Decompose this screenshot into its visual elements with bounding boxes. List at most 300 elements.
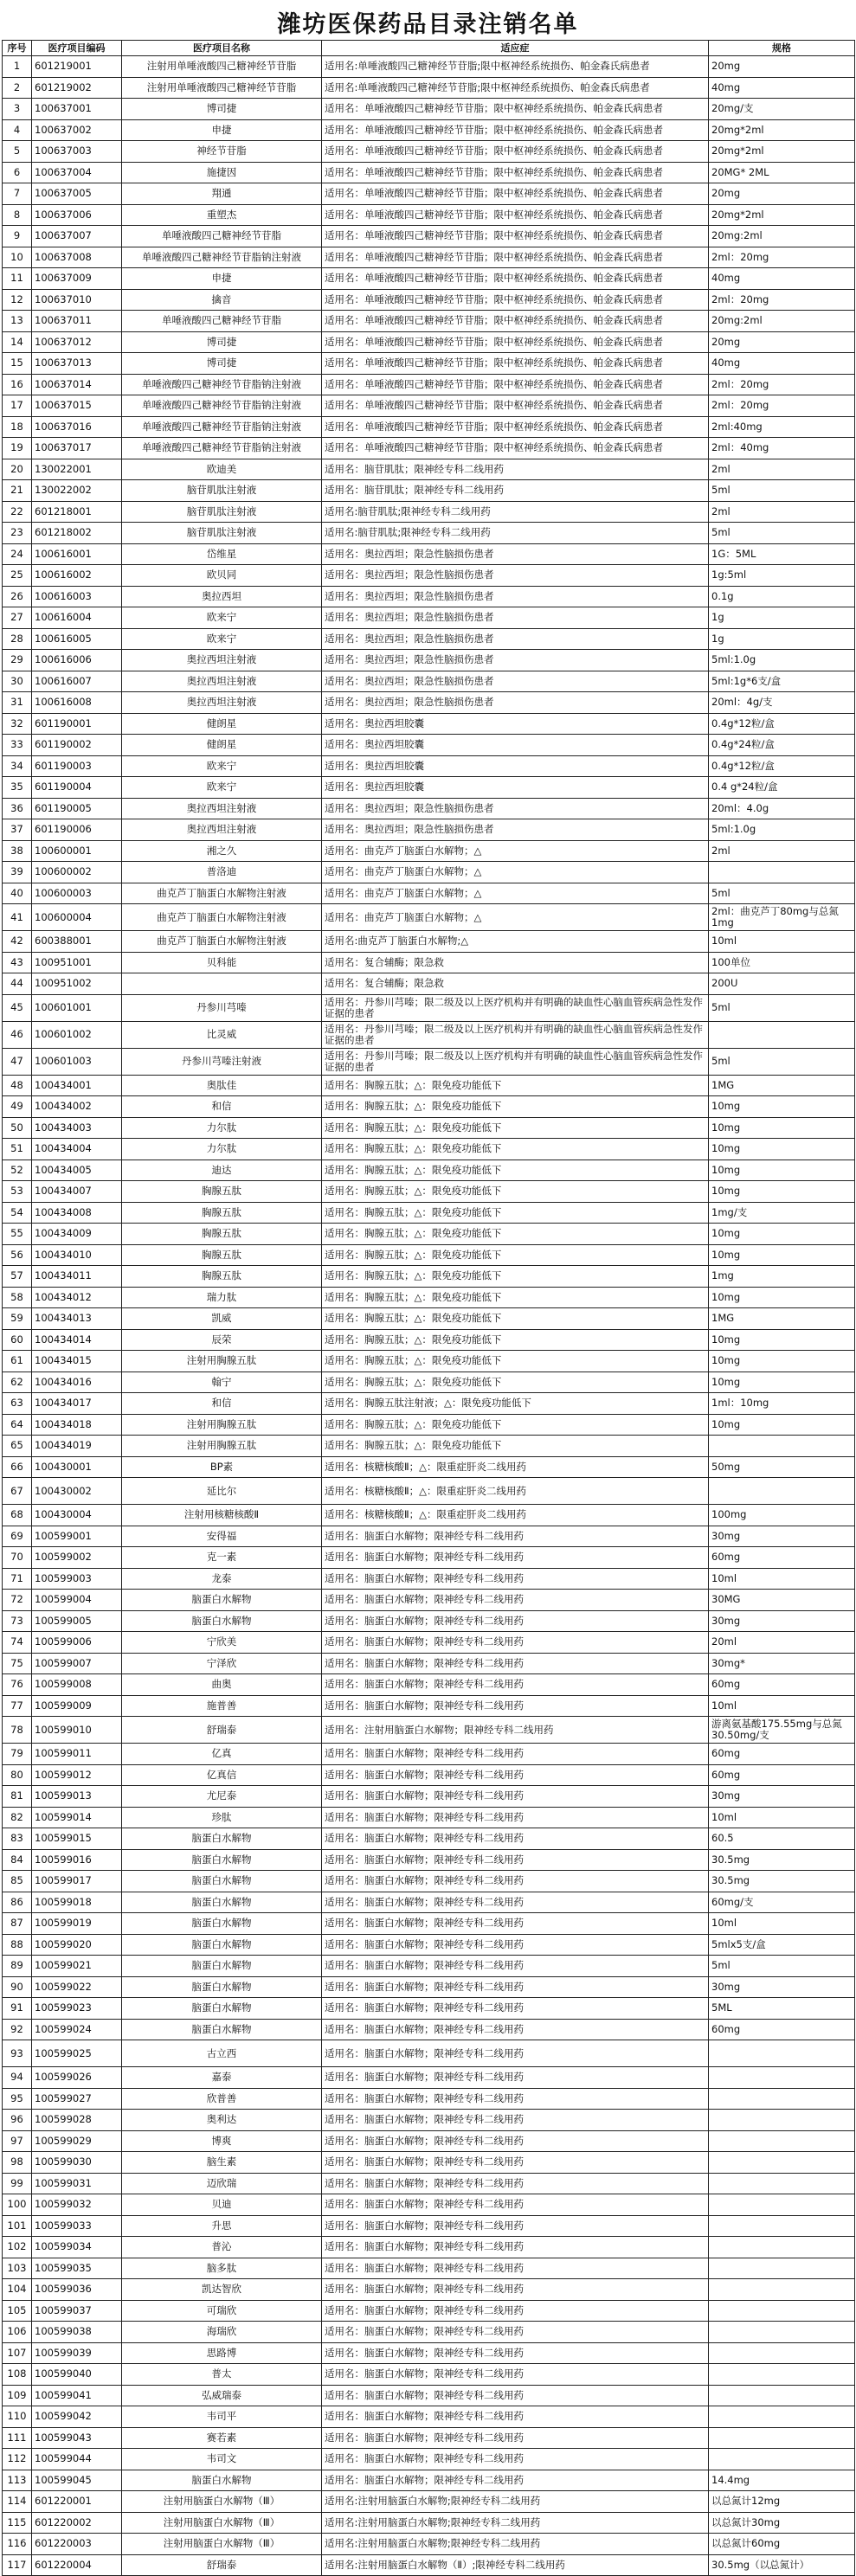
row-no: 76 [3,1674,32,1696]
row-spec: 1g [709,607,855,629]
row-spec: 5mlx5支/盒 [709,1934,855,1956]
row-indication: 适用名：脑蛋白水解物；限神经专科二线用药 [322,2019,709,2040]
row-name: 注射用胸腺五肽 [122,1414,322,1436]
row-code: 100434013 [32,1308,122,1330]
table-row [3,247,855,268]
row-spec: 20ml：4.0g [709,798,855,819]
row-code: 100599029 [32,2130,122,2152]
table-row [3,438,855,459]
row-no: 74 [3,1632,32,1654]
row-no: 43 [3,952,32,973]
row-spec [709,2237,855,2258]
row-code: 100599015 [32,1828,122,1850]
row-indication: 适用名：单唾液酸四己糖神经节苷脂；限中枢神经系统损伤、帕金森氏病患者 [322,204,709,226]
row-spec: 5ml [709,1956,855,1977]
row-code: 100599014 [32,1807,122,1828]
row-indication: 适用名：胸腺五肽；△：限免疫功能低下 [322,1224,709,1245]
row-name: 博爽 [122,2130,322,2152]
table-row [3,952,855,973]
row-code: 100637001 [32,99,122,120]
row-spec: 0.4 g*24粒/盒 [709,777,855,799]
row-indication: 适用名：单唾液酸四己糖神经节苷脂；限中枢神经系统损伤、帕金森氏病患者 [322,438,709,459]
row-indication: 适用名:曲克芦丁脑蛋白水解物;△ [322,931,709,953]
row-name: 注射用核糖核酸Ⅱ [122,1505,322,1526]
row-name: 凯威 [122,1308,322,1330]
row-name: 单唾液酸四己糖神经节苷脂钠注射液 [122,374,322,395]
row-code: 100601003 [32,1048,122,1075]
row-no: 23 [3,523,32,544]
row-no: 55 [3,1224,32,1245]
table-row [3,2258,855,2279]
table-row [3,2364,855,2386]
row-indication: 适用名：脑蛋白水解物；限神经专科二线用药 [322,2130,709,2152]
row-indication: 适用名：丹参川芎嗪；限二级及以上医疗机构并有明确的缺血性心脑血管疾病急性发作证据的患者 [322,994,709,1021]
table-row [3,586,855,607]
row-spec: 5ml:1.0g [709,650,855,671]
table-header [3,41,855,56]
table-row [3,1632,855,1654]
table-row [3,840,855,862]
row-indication: 适用名：脑蛋白水解物；限神经专科二线用药 [322,2300,709,2322]
row-code: 100616006 [32,650,122,671]
row-code: 100600004 [32,904,122,931]
row-spec: 30.5mg（以总氮计） [709,2554,855,2576]
row-indication: 适用名：奥拉西坦；限急性脑损伤患者 [322,650,709,671]
row-spec: 5ml [709,523,855,544]
row-name: 注射用单唾液酸四己糖神经节苷脂 [122,56,322,78]
row-no: 63 [3,1393,32,1415]
table-row [3,1160,855,1181]
row-spec: 60mg [709,1674,855,1696]
row-indication: 适用名：脑蛋白水解物；限神经专科二线用药 [322,2470,709,2491]
row-code: 100637009 [32,268,122,290]
table-row [3,1139,855,1160]
row-no: 101 [3,2215,32,2237]
row-spec: 20mg:2ml [709,226,855,247]
row-name: 弘威瑞泰 [122,2385,322,2406]
row-code: 100599033 [32,2215,122,2237]
row-indication: 适用名：脑蛋白水解物；限神经专科二线用药 [322,1653,709,1674]
row-spec: 10mg [709,1351,855,1372]
row-code: 601220002 [32,2512,122,2534]
row-name: 脑蛋白水解物 [122,1956,322,1977]
row-spec: 2ml：20mg [709,395,855,417]
row-indication: 适用名:注射用脑蛋白水解物;限神经专科二线用药 [322,2534,709,2555]
row-spec [709,2406,855,2428]
row-no: 100 [3,2194,32,2216]
table-row [3,777,855,799]
row-indication: 适用名：脑蛋白水解物；限神经专科二线用药 [322,1526,709,1547]
row-indication: 适用名：奥拉西坦；限急性脑损伤患者 [322,671,709,692]
row-code: 130022002 [32,480,122,502]
row-no: 80 [3,1764,32,1786]
table-row [3,1913,855,1935]
row-code: 100951002 [32,973,122,995]
row-indication: 适用名：丹参川芎嗪；限二级及以上医疗机构并有明确的缺血性心脑血管疾病急性发作证据的患者 [322,1021,709,1048]
row-name: 奥肽佳 [122,1075,322,1096]
table-row [3,226,855,247]
row-no: 89 [3,1956,32,1977]
row-code: 601190005 [32,798,122,819]
row-indication: 适用名：奥拉西坦胶囊 [322,735,709,756]
row-no: 14 [3,331,32,353]
row-code: 100434001 [32,1075,122,1096]
table-row [3,607,855,629]
table-row [3,480,855,502]
row-spec: 40mg [709,268,855,290]
catalog-table [2,40,855,2576]
header-name: 医疗项目名称 [122,41,322,56]
row-indication: 适用名：胸腺五肽；△：限免疫功能低下 [322,1329,709,1351]
row-name: 迪达 [122,1160,322,1181]
row-code: 100599001 [32,1526,122,1547]
row-spec: 60mg [709,1744,855,1765]
row-spec: 20ml：4g/支 [709,692,855,714]
row-name: 脑蛋白水解物 [122,1871,322,1892]
row-indication: 适用名:单唾液酸四己糖神经节苷脂;限中枢神经系统损伤、帕金森氏病患者 [322,77,709,99]
row-indication: 适用名：单唾液酸四己糖神经节苷脂；限中枢神经系统损伤、帕金森氏病患者 [322,141,709,163]
row-no: 88 [3,1934,32,1956]
row-name: 胸腺五肽 [122,1181,322,1203]
document-title: 潍坊医保药品目录注销名单 [277,11,579,38]
row-spec: 60mg [709,2019,855,2040]
row-indication: 适用名：脑蛋白水解物；限神经专科二线用药 [322,2067,709,2089]
row-code: 100599023 [32,1998,122,2020]
row-code: 100599009 [32,1695,122,1717]
row-code: 100637012 [32,331,122,353]
row-code: 100599028 [32,2110,122,2131]
row-code: 100637015 [32,395,122,417]
table-body [3,56,855,2576]
row-spec: 2ml:40mg [709,416,855,438]
row-indication: 适用名：曲克芦丁脑蛋白水解物；△ [322,883,709,904]
table-row [3,162,855,183]
row-spec: 5ml [709,1048,855,1075]
row-name: 脑蛋白水解物 [122,1849,322,1871]
row-no: 95 [3,2088,32,2110]
row-name: 脑蛋白水解物 [122,1892,322,1913]
row-indication: 适用名：曲克芦丁脑蛋白水解物；△ [322,862,709,883]
row-indication: 适用名：胸腺五肽；△：限免疫功能低下 [322,1414,709,1436]
row-name: 凯达智欣 [122,2279,322,2301]
row-code: 100599032 [32,2194,122,2216]
row-spec: 5ml [709,883,855,904]
row-code: 100434004 [32,1139,122,1160]
row-indication: 适用名：脑蛋白水解物；限神经专科二线用药 [322,2406,709,2428]
table-row [3,2300,855,2322]
row-spec: 60mg/支 [709,1892,855,1913]
row-name: 宁泽欣 [122,1653,322,1674]
row-indication: 适用名:脑苷肌肽;限神经专科二线用药 [322,523,709,544]
row-code: 100601001 [32,994,122,1021]
table-row [3,99,855,120]
table-row [3,1351,855,1372]
row-indication: 适用名：脑蛋白水解物；限神经专科二线用药 [322,2088,709,2110]
table-row [3,331,855,353]
row-name: 博司捷 [122,353,322,375]
row-name: 胸腺五肽 [122,1202,322,1224]
row-spec [709,2300,855,2322]
row-indication: 适用名：奥拉西坦胶囊 [322,713,709,735]
row-code: 100616001 [32,543,122,565]
table-row [3,1568,855,1590]
header-spec: 规格 [709,41,855,56]
row-indication: 适用名：脑蛋白水解物；限神经专科二线用药 [322,2342,709,2364]
row-indication: 适用名：脑蛋白水解物；限神经专科二线用药 [322,2152,709,2174]
row-indication: 适用名：脑蛋白水解物；限神经专科二线用药 [322,2194,709,2216]
row-spec [709,2322,855,2343]
row-code: 100600002 [32,862,122,883]
table-row [3,1526,855,1547]
row-spec: 10mg [709,1096,855,1118]
table-row [3,1048,855,1075]
row-no: 106 [3,2322,32,2343]
row-spec: 20mg [709,331,855,353]
row-name: 欧来宁 [122,607,322,629]
table-row [3,735,855,756]
row-name: 欣普善 [122,2088,322,2110]
row-spec: 以总氮计30mg [709,2512,855,2534]
row-indication: 适用名：脑蛋白水解物；限神经专科二线用药 [322,1568,709,1590]
row-no: 111 [3,2427,32,2449]
row-name: 曲克芦丁脑蛋白水解物注射液 [122,931,322,953]
row-indication: 适用名：单唾液酸四己糖神经节苷脂；限中枢神经系统损伤、帕金森氏病患者 [322,247,709,268]
table-row [3,1590,855,1611]
row-spec: 2ml：20mg [709,247,855,268]
row-code: 100599024 [32,2019,122,2040]
header-no: 序号 [3,41,32,56]
row-no: 45 [3,994,32,1021]
row-name: 海瑞欣 [122,2322,322,2343]
row-indication: 适用名：曲克芦丁脑蛋白水解物；△ [322,840,709,862]
row-indication: 适用名：脑蛋白水解物；限神经专科二线用药 [322,1695,709,1717]
row-code: 100637013 [32,353,122,375]
row-no: 27 [3,607,32,629]
row-no: 8 [3,204,32,226]
table-row [3,1436,855,1457]
row-indication: 适用名：脑蛋白水解物；限神经专科二线用药 [322,2215,709,2237]
row-indication: 适用名：胸腺五肽；△：限免疫功能低下 [322,1351,709,1372]
row-no: 58 [3,1287,32,1308]
row-spec: 40mg [709,77,855,99]
table-row [3,1096,855,1118]
row-no: 51 [3,1139,32,1160]
row-code: 100637003 [32,141,122,163]
row-name: 迈欣瑞 [122,2173,322,2194]
table-row [3,1224,855,1245]
row-spec: 100单位 [709,952,855,973]
row-no: 2 [3,77,32,99]
row-no: 9 [3,226,32,247]
table-row [3,994,855,1021]
header-indication: 适应症 [322,41,709,56]
row-name: 注射用胸腺五肽 [122,1351,322,1372]
row-no: 6 [3,162,32,183]
table-row [3,1674,855,1696]
row-code: 601220001 [32,2491,122,2513]
table-row [3,459,855,480]
row-spec: 40mg [709,353,855,375]
row-code: 100599026 [32,2067,122,2089]
row-code: 100599010 [32,1717,122,1744]
row-name: 欧来宁 [122,755,322,777]
row-code: 100599019 [32,1913,122,1935]
row-code: 100434009 [32,1224,122,1245]
row-code: 100434015 [32,1351,122,1372]
table-row [3,1828,855,1850]
row-spec: 20mg*2ml [709,119,855,141]
row-indication: 适用名：脑蛋白水解物；限神经专科二线用药 [322,1547,709,1569]
row-no: 96 [3,2110,32,2131]
row-no: 105 [3,2300,32,2322]
row-code: 100434002 [32,1096,122,1118]
row-no: 107 [3,2342,32,2364]
row-no: 113 [3,2470,32,2491]
table-row [3,2322,855,2343]
row-name: 欧贝同 [122,565,322,587]
row-no: 94 [3,2067,32,2089]
row-code: 100599016 [32,1849,122,1871]
row-code: 100616007 [32,671,122,692]
row-code: 100434010 [32,1244,122,1266]
row-indication: 适用名：单唾液酸四己糖神经节苷脂；限中枢神经系统损伤、帕金森氏病患者 [322,374,709,395]
row-code: 100434017 [32,1393,122,1415]
row-name: 脑苷肌肽注射液 [122,480,322,502]
row-no: 44 [3,973,32,995]
row-spec [709,1436,855,1457]
row-indication: 适用名：脑苷肌肽；限神经专科二线用药 [322,459,709,480]
table-row [3,501,855,523]
row-indication: 适用名：胸腺五肽；△：限免疫功能低下 [322,1202,709,1224]
row-no: 29 [3,650,32,671]
row-name [122,973,322,995]
row-no: 1 [3,56,32,78]
row-no: 56 [3,1244,32,1266]
table-row [3,395,855,417]
row-name: 单唾液酸四己糖神经节苷脂钠注射液 [122,247,322,268]
table-row [3,2110,855,2131]
row-spec: 5ml:1g*6支/盒 [709,671,855,692]
row-spec: 10mg [709,1244,855,1266]
row-no: 33 [3,735,32,756]
row-spec [709,2215,855,2237]
table-row [3,1414,855,1436]
row-code: 100599021 [32,1956,122,1977]
row-no: 61 [3,1351,32,1372]
row-indication: 适用名：单唾液酸四己糖神经节苷脂；限中枢神经系统损伤、帕金森氏病患者 [322,119,709,141]
table-row [3,2152,855,2174]
row-name: 翰宁 [122,1372,322,1393]
row-no: 77 [3,1695,32,1717]
row-indication: 适用名：脑蛋白水解物；限神经专科二线用药 [322,1849,709,1871]
row-indication: 适用名：脑蛋白水解物；限神经专科二线用药 [322,2427,709,2449]
row-spec: 2ml [709,840,855,862]
table-row [3,2342,855,2364]
row-code: 601190004 [32,777,122,799]
row-no: 92 [3,2019,32,2040]
table-row [3,862,855,883]
row-no: 34 [3,755,32,777]
row-no: 93 [3,2040,32,2067]
row-spec [709,2279,855,2301]
row-spec: 2ml：20mg [709,374,855,395]
row-code: 100616005 [32,628,122,650]
row-no: 68 [3,1505,32,1526]
table-row [3,1892,855,1913]
table-row [3,2067,855,2089]
row-no: 53 [3,1181,32,1203]
table-row [3,543,855,565]
row-name: 丹参川芎嗪注射液 [122,1048,322,1075]
row-indication: 适用名：脑蛋白水解物；限神经专科二线用药 [322,2322,709,2343]
row-name: 脑蛋白水解物 [122,1828,322,1850]
row-no: 25 [3,565,32,587]
row-no: 24 [3,543,32,565]
row-no: 79 [3,1744,32,1765]
row-spec: 30mg [709,1610,855,1632]
row-no: 87 [3,1913,32,1935]
row-name: 注射用单唾液酸四己糖神经节苷脂 [122,77,322,99]
row-name: 奥拉西坦注射液 [122,650,322,671]
row-code: 100599013 [32,1786,122,1808]
table-row [3,1976,855,1998]
row-spec: 10mg [709,1329,855,1351]
row-no: 13 [3,311,32,332]
row-name: 舒瑞泰 [122,2554,322,2576]
table-row [3,2237,855,2258]
row-spec: 30.5mg [709,1849,855,1871]
row-indication: 适用名:单唾液酸四己糖神经节苷脂;限中枢神经系统损伤、帕金森氏病患者 [322,56,709,78]
row-indication: 适用名：脑蛋白水解物；限神经专科二线用药 [322,1892,709,1913]
row-name: 古立西 [122,2040,322,2067]
row-spec [709,2342,855,2364]
row-name: 嘉泰 [122,2067,322,2089]
row-no: 82 [3,1807,32,1828]
row-indication: 适用名：注射用脑蛋白水解物；限神经专科二线用药 [322,1717,709,1744]
row-spec: 以总氮计12mg [709,2491,855,2513]
row-spec: 1MG [709,1308,855,1330]
row-indication: 适用名：单唾液酸四己糖神经节苷脂；限中枢神经系统损伤、帕金森氏病患者 [322,353,709,375]
row-name: 胸腺五肽 [122,1266,322,1288]
row-code: 100637016 [32,416,122,438]
row-indication: 适用名：脑蛋白水解物；限神经专科二线用药 [322,2258,709,2279]
row-name: 奥拉西坦注射液 [122,798,322,819]
table-row [3,289,855,311]
row-name: 和信 [122,1096,322,1118]
row-no: 59 [3,1308,32,1330]
row-code: 100434012 [32,1287,122,1308]
row-no: 60 [3,1329,32,1351]
table-row [3,1998,855,2020]
row-name: 施捷因 [122,162,322,183]
row-name: 力尔肽 [122,1139,322,1160]
row-indication: 适用名：核糖核酸Ⅱ；△：限重症肝炎二线用药 [322,1456,709,1478]
row-name: 尤尼泰 [122,1786,322,1808]
row-name: 注射用脑蛋白水解物（Ⅲ） [122,2512,322,2534]
row-name: 脑蛋白水解物 [122,1913,322,1935]
table-row [3,416,855,438]
table-row [3,1372,855,1393]
row-indication: 适用名：胸腺五肽；△：限免疫功能低下 [322,1075,709,1096]
row-indication: 适用名：奥拉西坦；限急性脑损伤患者 [322,628,709,650]
table-row [3,311,855,332]
row-name: 脑苷肌肽注射液 [122,523,322,544]
row-no: 32 [3,713,32,735]
row-no: 104 [3,2279,32,2301]
row-indication: 适用名：胸腺五肽；△：限免疫功能低下 [322,1096,709,1118]
table-row [3,2194,855,2216]
row-code: 100599027 [32,2088,122,2110]
